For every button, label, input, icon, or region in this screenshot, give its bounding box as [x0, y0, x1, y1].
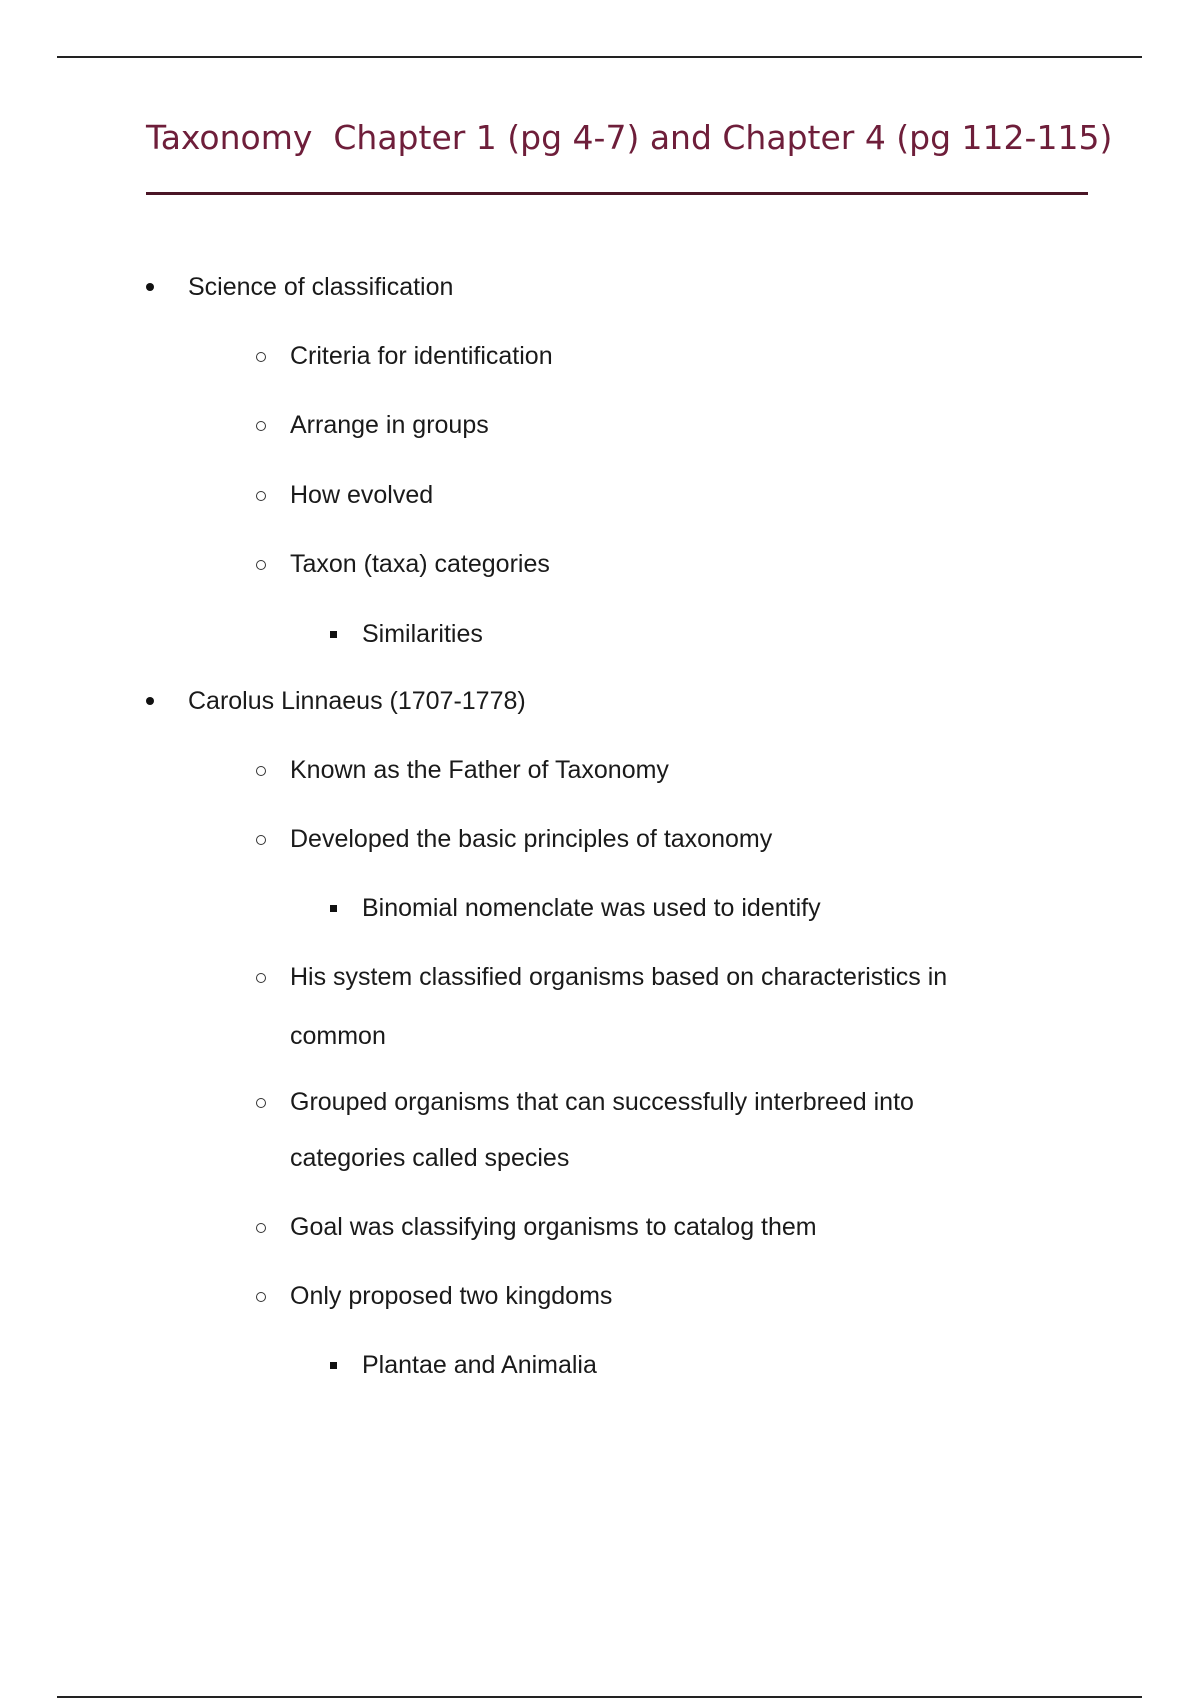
list-item: Science of classification	[188, 273, 454, 301]
bullet-square-icon	[330, 1362, 337, 1369]
list-item: His system classified organisms based on characteristics in	[290, 963, 948, 991]
bullet-circle-icon	[256, 421, 266, 431]
list-item: Grouped organisms that can successfully interbreed into	[290, 1088, 914, 1116]
list-item: Only proposed two kingdoms	[290, 1282, 613, 1310]
list-item: Similarities	[362, 620, 483, 648]
bullet-square-icon	[330, 905, 337, 912]
list-item: Binomial nomenclate was used to identify	[362, 894, 821, 922]
list-item: Plantae and Animalia	[362, 1351, 597, 1379]
list-item-continuation: common	[290, 1022, 386, 1050]
list-item: Carolus Linnaeus (1707-1778)	[188, 687, 526, 715]
list-item: Known as the Father of Taxonomy	[290, 756, 669, 784]
bullet-circle-icon	[256, 560, 266, 570]
bullet-circle-icon	[256, 835, 266, 845]
bullet-circle-icon	[256, 973, 266, 983]
list-item: Taxon (taxa) categories	[290, 550, 550, 578]
bullet-square-icon	[330, 631, 337, 638]
document-title: Taxonomy Chapter 1 (pg 4-7) and Chapter 4 (pg 112-115)	[146, 118, 1113, 157]
list-item: Arrange in groups	[290, 411, 489, 439]
bullet-disc-icon	[146, 283, 154, 291]
list-item: Goal was classifying organisms to catalog them	[290, 1213, 817, 1241]
list-item: Developed the basic principles of taxonomy	[290, 825, 773, 853]
page-top-rule	[57, 56, 1142, 58]
bullet-circle-icon	[256, 1292, 266, 1302]
bullet-circle-icon	[256, 491, 266, 501]
title-underline	[146, 192, 1088, 195]
bullet-circle-icon	[256, 352, 266, 362]
list-item: How evolved	[290, 481, 434, 509]
page-bottom-rule	[57, 1696, 1142, 1698]
list-item: Criteria for identification	[290, 342, 553, 370]
bullet-disc-icon	[146, 697, 154, 705]
bullet-circle-icon	[256, 1223, 266, 1233]
list-item-continuation: categories called species	[290, 1144, 570, 1172]
bullet-circle-icon	[256, 766, 266, 776]
bullet-circle-icon	[256, 1098, 266, 1108]
